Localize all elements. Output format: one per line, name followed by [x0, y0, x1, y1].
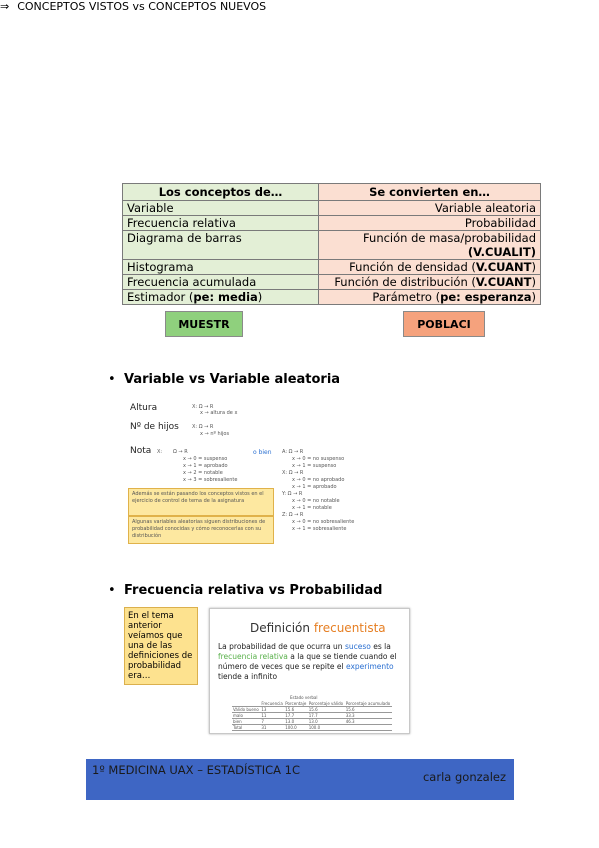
definition-slide	[209, 608, 410, 734]
table-cell-left: Histograma	[123, 260, 319, 275]
nota-line: Ω → R	[173, 449, 188, 455]
slide-text: La probabilidad de que ocurra un	[218, 642, 345, 651]
table-cell: 13	[260, 707, 284, 713]
table-cell: Frecuencia	[261, 701, 283, 706]
table-cell: 17.7	[284, 713, 307, 719]
cell-text-end: )	[531, 290, 536, 304]
nota-line: x → 2 = notable	[183, 470, 223, 476]
table-cell: Porcentaje acumulado	[345, 701, 391, 706]
table-cell: Porcentaje válido	[308, 701, 344, 706]
slide-frequency-table	[232, 701, 392, 731]
alt-line: X: Ω → R	[282, 470, 304, 476]
note-thumbnail: En el tema anterior veíamos que una de las definiciones de probabilidad era…	[124, 607, 198, 685]
table-cell-left	[123, 290, 319, 305]
cell-text: Función de masa/probabilidad	[363, 231, 536, 245]
slide-title-highlight: frecuentista	[313, 621, 386, 635]
footer-author: carla gonzalez	[422, 770, 506, 784]
slide-text: tiende a infinito	[218, 672, 278, 681]
table-cell: malo	[232, 713, 260, 719]
slide-definition-text	[218, 642, 403, 682]
alt-line: x → 1 = notable	[292, 505, 332, 511]
cell-text: Función de distribución (	[334, 275, 476, 289]
alt-line: x → 1 = sobresaliente	[292, 526, 347, 532]
alt-line: x → 0 = no notable	[292, 498, 340, 504]
cell-text: Parámetro (	[372, 290, 441, 304]
slide-title-text: Definición	[250, 621, 314, 635]
table-cell-left: Variable	[123, 201, 319, 216]
heading-text: CONCEPTOS VISTOS vs CONCEPTOS NUEVOS	[17, 0, 267, 13]
table-cell: 100.0	[308, 725, 345, 731]
slide-text-frecuencia: frecuencia relativa	[218, 652, 288, 661]
bullet-icon: •	[108, 372, 116, 387]
table-cell: 15.6	[345, 707, 392, 713]
section-1-title-text: Variable vs Variable aleatoria	[124, 372, 341, 387]
table-row	[123, 231, 541, 260]
slide-text-experimento: experimento	[345, 662, 394, 671]
section-2-title-text: Frecuencia relativa vs Probabilidad	[124, 583, 383, 598]
table-cell	[345, 725, 392, 731]
table-row	[123, 290, 541, 305]
section-heading	[0, 0, 599, 13]
table-cell-left: Frecuencia acumulada	[123, 275, 319, 290]
table-cell: Porcentaje	[285, 701, 307, 706]
table-cell-left: Frecuencia relativa	[123, 216, 319, 231]
cell-text-end: )	[531, 260, 536, 274]
table-cell-right	[319, 231, 541, 260]
table-cell: 100.0	[284, 725, 307, 731]
slide-title	[250, 621, 386, 635]
hijos-label: Nº de hijos	[130, 422, 179, 432]
alt-line: Y: Ω → R	[282, 491, 303, 497]
cell-text: Función de densidad (	[349, 260, 476, 274]
nota-line: x → 3 = sobresaliente	[183, 477, 238, 483]
table-cell-right: Probabilidad	[319, 216, 541, 231]
section-2-title	[108, 583, 382, 598]
alt-line: A: Ω → R	[282, 449, 304, 455]
table-cell: 17.7	[308, 713, 345, 719]
table-cell: 11	[260, 713, 284, 719]
table-cell: 7	[260, 719, 284, 725]
footer-course: 1º MEDICINA UAX – ESTADÍSTICA 1C	[92, 763, 301, 777]
table-cell: bien	[232, 719, 260, 725]
table-row	[123, 216, 541, 231]
nota-line: x → 1 = aprobado	[183, 463, 228, 469]
cell-bold-text: pe: esperanza	[440, 290, 532, 304]
table-cell: 33.3	[345, 713, 392, 719]
table-cell-left: Diagrama de barras	[123, 231, 319, 260]
alt-line: x → 1 = aprobado	[292, 484, 337, 490]
cell-bold-text: V.CUANT	[475, 275, 532, 289]
table-cell-right: Variable aleatoria	[319, 201, 541, 216]
alt-line: x → 0 = no sobresaliente	[292, 519, 355, 525]
slide-text: es la	[370, 642, 391, 651]
alt-line: x → 1 = suspenso	[292, 463, 337, 469]
nota-line: x → 0 = suspenso	[183, 456, 228, 462]
alt-line: x → 0 = no aprobado	[292, 477, 345, 483]
hijos-def-2: x → nº hijos	[200, 431, 230, 437]
table-cell: 13.0	[308, 719, 345, 725]
cell-bold-text: (V.CUALIT)	[467, 245, 536, 259]
nota-label: Nota	[130, 446, 152, 456]
hijos-def-1: X: Ω → R	[192, 424, 214, 430]
table-cell: 13.0	[284, 719, 307, 725]
table-cell: 31	[260, 725, 284, 731]
altura-def-1: X: Ω → R	[192, 404, 214, 410]
section-1-title	[108, 372, 340, 387]
concepts-table	[122, 183, 541, 305]
note-box-2: Algunas variables aleatorias siguen distribuciones de probabilidad conocidas y cómo reconocerlas con su distribución	[128, 516, 274, 544]
bullet-icon: •	[108, 583, 116, 598]
table-cell: Válido bueno	[233, 707, 259, 712]
slide-text: a la que se tiende cuando el número de veces que se repite el	[218, 652, 397, 671]
table-row	[123, 260, 541, 275]
table-cell: 15.6	[308, 707, 345, 713]
note-box-1: Además se están pasando los conceptos vistos en el ejercicio de control de tema de la asignatura	[128, 488, 274, 516]
page-footer	[86, 759, 514, 800]
altura-label: Altura	[130, 403, 158, 413]
table-cell: 15.6	[284, 707, 307, 713]
cell-text-end: )	[531, 275, 536, 289]
table-cell-right	[319, 275, 541, 290]
alt-line: Z: Ω → R	[282, 512, 304, 518]
table-cell-right	[319, 290, 541, 305]
table-row	[123, 201, 541, 216]
slide-text-suceso: suceso	[344, 642, 371, 651]
muestra-tag: MUESTR	[165, 311, 243, 337]
alt-line: x → 0 = no suspenso	[292, 456, 345, 462]
table-row	[232, 725, 392, 731]
table-cell-right	[319, 260, 541, 275]
cell-text-end: )	[257, 290, 263, 304]
table-header-left: Los conceptos de…	[123, 184, 319, 201]
table-header-row	[123, 184, 541, 201]
altura-def-2: x → altura de x	[200, 410, 238, 416]
table-cell: 46.3	[345, 719, 392, 725]
nota-x: X:	[157, 449, 163, 455]
cell-bold-text: pe: media	[193, 290, 258, 304]
arrow-icon: ⇒	[0, 0, 10, 13]
cell-text: Estimador (	[127, 290, 194, 304]
o-bien-label: o bien	[253, 449, 272, 456]
cell-bold-text: V.CUANT	[475, 260, 532, 274]
poblacion-tag: POBLACI	[403, 311, 485, 337]
slide-table-title: Estado verbal	[290, 695, 318, 700]
table-cell: Total	[232, 725, 260, 731]
table-header-right: Se convierten en…	[319, 184, 541, 201]
table-row	[123, 275, 541, 290]
